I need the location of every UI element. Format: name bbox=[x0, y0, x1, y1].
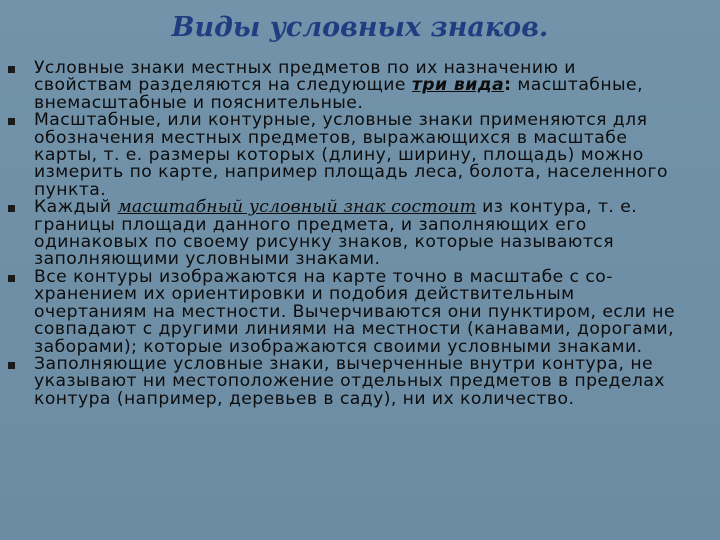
bullet-text: масштабные, внемасштабные и пояснительные. bbox=[34, 75, 643, 113]
bullet-colon: : bbox=[504, 75, 512, 96]
bullet-text: Заполняющие условные знаки, вычерченные внутри контура, не указывают ни местоположение отдельных предметов в пределах контура (например, деревьев в саду), ни их количество. bbox=[34, 353, 665, 409]
bullet-item bbox=[0, 199, 720, 269]
bullet-item bbox=[0, 60, 720, 112]
bullet-item bbox=[0, 353, 720, 409]
bullet-item bbox=[0, 266, 720, 357]
bullet-list bbox=[0, 60, 720, 408]
bullet-text: Условные знаки местных предметов по их назначению и свойствам разделяются на следующие bbox=[34, 58, 576, 96]
bullet-text: Масштабные, или контурные, условные знаки применяются для обозначения местных предметов, выражающихся в масштабе карты, т. е. размеры которых (длину, ширину, площадь) можно измерить по карте, например площадь леса, болота, населенного пункта. bbox=[34, 110, 668, 200]
square-bullet-icon bbox=[8, 205, 15, 212]
bullet-emphasis: три вида bbox=[411, 75, 505, 96]
bullet-text: Каждый bbox=[34, 197, 118, 218]
square-bullet-icon bbox=[8, 362, 15, 369]
bullet-emphasis: масштабный условный знак состоит bbox=[117, 197, 477, 218]
square-bullet-icon bbox=[8, 275, 15, 282]
slide-title: Виды условных знаков. bbox=[171, 12, 549, 43]
bullet-item bbox=[0, 112, 720, 199]
bullet-text: Все контуры изображаются на карте точно в масштабе с со-хранением их ориентировки и подобия действительным очертаниям на местности. Вычерчиваются они пунктиром, если не совпадают с другими линиями на местности (канавами, дорогами, заборами); которые изображаются своими условными знаками. bbox=[34, 266, 675, 357]
square-bullet-icon bbox=[8, 118, 15, 125]
square-bullet-icon bbox=[8, 66, 15, 73]
bullet-text: из контура, т. е. границы площади данного предмета, и заполняющих его одинаковых по своему рисунку знаков, которые называются заполняющими условными знаками. bbox=[34, 197, 638, 270]
